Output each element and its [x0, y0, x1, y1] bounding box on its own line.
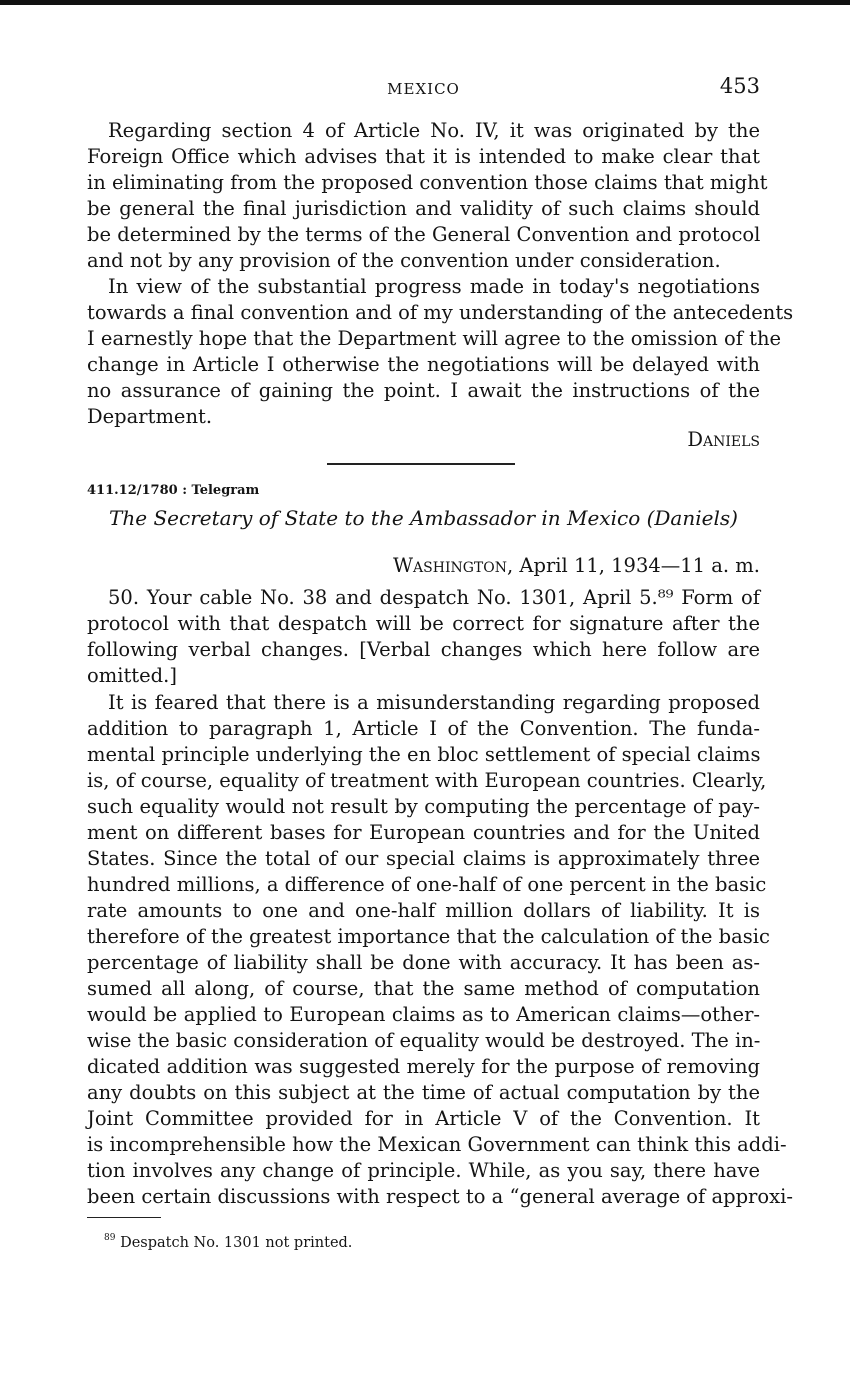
- running-head: [87, 76, 760, 102]
- document-title: The Secretary of State to the Ambassador in Mexico (Daniels): [109, 506, 738, 530]
- text-line: addition to paragraph 1, Article I of the Convention. The funda-: [87, 717, 760, 740]
- file-reference: 411.12/1780 : Telegram: [87, 483, 260, 498]
- text-line: been certain discussions with respect to a “general average of approxi-: [87, 1185, 793, 1208]
- text-line: would be applied to European claims as to American claims—other-: [87, 1003, 760, 1026]
- text-line: such equality would not result by computing the percentage of pay-: [87, 795, 760, 818]
- paragraph-misunderstanding: [87, 690, 793, 1210]
- dateline-date: , April 11, 1934—11 a. m.: [506, 554, 760, 577]
- text-line: towards a final convention and of my understanding of the antecedents: [87, 301, 794, 324]
- text-line: Joint Committee provided for in Article V of the Convention. It: [87, 1107, 760, 1130]
- paragraph-progress: [87, 274, 794, 430]
- page-number: 453: [719, 74, 760, 98]
- paragraph-section-4: [87, 118, 768, 274]
- footnote-rule: [87, 1217, 161, 1218]
- text-line: therefore of the greatest importance that the calculation of the basic: [87, 925, 770, 948]
- text-line: no assurance of gaining the point. I await the instructions of the: [87, 379, 760, 402]
- top-border: [0, 0, 850, 5]
- text-line: mental principle underlying the en bloc settlement of special claims: [87, 743, 761, 766]
- text-line: and not by any provision of the convention under consideration.: [87, 249, 721, 272]
- text-line: It is feared that there is a misunderstanding regarding proposed: [108, 691, 760, 714]
- footnote: [104, 1233, 352, 1251]
- signature: Daniels: [687, 428, 760, 451]
- text-line: percentage of liability shall be done with accuracy. It has been as-: [87, 951, 760, 974]
- footnote-text: Despatch No. 1301 not printed.: [120, 1235, 353, 1251]
- text-line: wise the basic consideration of equality would be destroyed. The in-: [87, 1029, 761, 1052]
- dateline-place: Washington: [393, 554, 507, 577]
- text-line: rate amounts to one and one-half million dollars of liability. It is: [87, 899, 760, 922]
- text-line: In view of the substantial progress made in today's negotiations: [108, 275, 760, 298]
- text-line: Department.: [87, 405, 213, 428]
- dateline: [87, 554, 760, 577]
- text-line: be determined by the terms of the General Convention and protocol: [87, 223, 761, 246]
- text-line: in eliminating from the proposed convention those claims that might: [87, 171, 768, 194]
- text-line: ment on different bases for European countries and for the United: [87, 821, 760, 844]
- text-line: is, of course, equality of treatment with European countries. Clearly,: [87, 769, 767, 792]
- text-line: change in Article I otherwise the negotiations will be delayed with: [87, 353, 760, 376]
- text-line: dicated addition was suggested merely for the purpose of removing: [87, 1055, 760, 1078]
- text-line: States. Since the total of our special claims is approximately three: [87, 847, 760, 870]
- text-line: is incomprehensible how the Mexican Government can think this addi-: [87, 1133, 787, 1156]
- footnote-marker: 89: [104, 1233, 116, 1243]
- text-line: any doubts on this subject at the time of actual computation by the: [87, 1081, 760, 1104]
- paragraph-cable: [87, 585, 760, 689]
- text-line: omitted.]: [87, 664, 177, 687]
- text-line: Foreign Office which advises that it is intended to make clear that: [87, 145, 760, 168]
- text-line: hundred millions, a difference of one-half of one percent in the basic: [87, 873, 767, 896]
- text-line: sumed all along, of course, that the same method of computation: [87, 977, 760, 1000]
- text-line: 50. Your cable No. 38 and despatch No. 1301, April 5.⁸⁹ Form of: [108, 586, 760, 609]
- text-line: be general the final jurisdiction and validity of such claims should: [87, 197, 760, 220]
- text-line: tion involves any change of principle. While, as you say, there have: [87, 1159, 760, 1182]
- text-line: Regarding section 4 of Article No. IV, it was originated by the: [108, 119, 760, 142]
- text-line: following verbal changes. [Verbal changes which here follow are: [87, 638, 760, 661]
- text-line: protocol with that despatch will be correct for signature after the: [87, 612, 760, 635]
- running-title: MEXICO: [387, 80, 460, 98]
- text-line: I earnestly hope that the Department will agree to the omission of the: [87, 327, 782, 350]
- section-divider: [327, 463, 515, 465]
